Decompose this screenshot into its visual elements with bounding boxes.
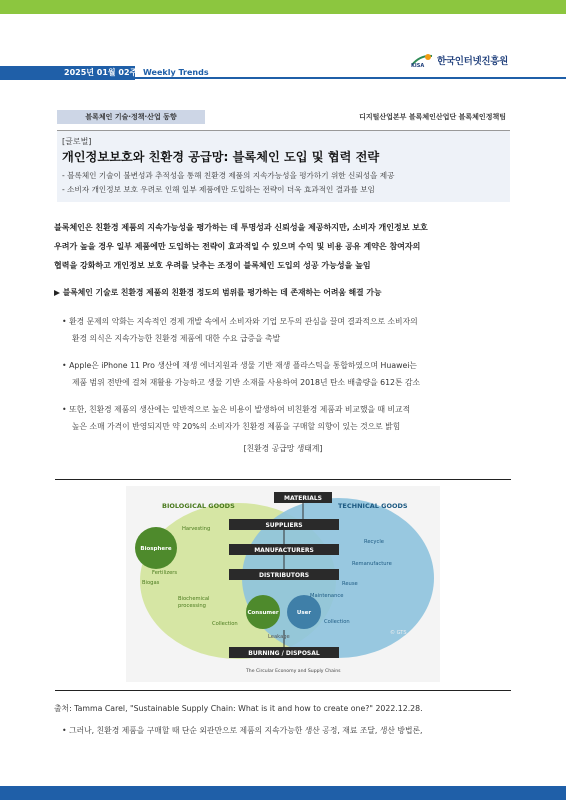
article-title: 개인정보보호와 친환경 공급망: 블록체인 도입 및 협력 전략 — [62, 150, 380, 164]
reuse-label: Reuse — [342, 581, 358, 587]
lead-line: 협력을 강화하고 개인정보 보호 우려를 낮추는 조정이 블록체인 도입의 성공 가능성을 높임 — [54, 261, 371, 270]
department-label: 디지털산업본부 블록체인산업단 블록체인정책팀 — [359, 113, 506, 121]
bullet-line: 환경 의식은 지속가능한 친환경 제품에 대한 수요 급증을 촉발 — [72, 334, 281, 343]
figure-caption: [친환경 공급망 생태계] — [243, 444, 323, 453]
materials-label: MATERIALS — [284, 495, 322, 502]
distributors-label: DISTRIBUTORS — [258, 572, 310, 579]
manufacturers-label: MANUFACTURERS — [254, 547, 314, 554]
suppliers-label: SUPPLIERS — [265, 522, 303, 529]
bullet-line: • 그러나, 친환경 제품을 구매할 때 단순 외관만으로 제품의 지속가능한 생산 공정, 재료 조달, 생산 방법론, — [62, 726, 423, 735]
kisa-logo — [410, 50, 508, 70]
maintenance-label: Maintenance — [310, 593, 344, 599]
topic-tag: 블록체인 기술·정책·산업 동향 — [57, 110, 205, 124]
bullet-line: 높은 소매 가격이 반영되지만 약 20%의 소비자가 친환경 제품을 구매할 의향이 있는 것으로 밝힘 — [72, 422, 401, 431]
technical-goods-label: TECHNICAL GOODS — [338, 502, 408, 510]
bullet-item — [62, 357, 512, 391]
collection-right-label: Collection — [324, 619, 350, 625]
collection-left-label: Collection — [212, 621, 238, 627]
biosphere-label: Biosphere — [140, 546, 172, 552]
category-label: [글로벌] — [62, 137, 92, 146]
bullet-line: • 환경 문제의 악화는 지속적인 경제 개발 속에서 소비자와 기업 모두의 관심을 끌며 결과적으로 소비자의 — [62, 317, 418, 326]
logo-mark-text: KISA — [411, 63, 425, 68]
figure-rule-bottom — [55, 690, 511, 691]
bullet-item — [62, 401, 512, 435]
kisa-logo-icon — [410, 52, 434, 68]
biological-goods-label: BIOLOGICAL GOODS — [162, 502, 235, 510]
bullet-item — [62, 313, 512, 347]
top-color-bar — [0, 0, 566, 14]
series-title: Weekly Trends — [143, 68, 209, 77]
figure-footer: The Circular Economy and Supply Chains — [246, 669, 341, 674]
user-label: User — [296, 610, 312, 616]
remanufacture-label: Remanufacture — [352, 561, 392, 567]
copyright-label: © GTS — [390, 630, 407, 636]
supply-chain-diagram — [126, 486, 440, 682]
bullet-line: • 또한, 친환경 제품의 생산에는 일반적으로 높은 비용이 발생하여 비친환경 제품과 비교했을 때 비교적 — [62, 405, 411, 414]
supply-chain-figure — [126, 486, 440, 682]
leakage-label: Leakage — [268, 634, 290, 640]
summary-box — [57, 110, 510, 202]
bullet-line: • Apple은 iPhone 11 Pro 생산에 재생 에너지원과 생물 기반 재생 플라스틱을 통합하였으며 Huawei는 — [62, 361, 417, 370]
figure-rule-top — [55, 479, 511, 480]
biochemical-label: Biochemical — [178, 596, 210, 602]
lead-line: 우려가 높을 경우 일부 제품에만 도입하는 전략이 효과적일 수 있으며 수익 및 비용 공유 계약은 참여자의 — [54, 242, 421, 251]
burning-label: BURNING / DISPOSAL — [248, 650, 320, 657]
processing-label: processing — [178, 603, 206, 609]
harvesting-label: Harvesting — [182, 526, 211, 532]
lead-paragraph — [54, 218, 514, 275]
bottom-color-bar — [0, 786, 566, 800]
section-heading: ▶ 블록체인 기술로 친환경 제품의 친환경 정도의 범위를 평가하는 데 존재하는 어려움 해결 가능 — [54, 288, 382, 297]
fertilizers-label: Fertilizers — [152, 570, 178, 576]
consumer-label: Consumer — [247, 610, 279, 616]
recycle-label: Recycle — [364, 539, 384, 545]
summary-bullet: - 블록체인 기술이 불변성과 추적성을 통해 친환경 제품의 지속가능성을 평가하기 위한 신뢰성을 제공 — [62, 171, 395, 180]
issue-date: 2025년 01월 02주 — [64, 68, 138, 77]
bullet-line: 제품 범위 전반에 걸쳐 재활용 가능하고 생물 기반 소재를 사용하여 2018년 탄소 배출량을 612톤 감소 — [72, 378, 421, 387]
biogas-label: Biogas — [142, 580, 160, 586]
summary-bullet: - 소비자 개인정보 보호 우려로 인해 일부 제품에만 도입하는 전략이 더욱 효과적인 결과를 보임 — [62, 185, 375, 194]
lead-line: 블록체인은 친환경 제품의 지속가능성을 평가하는 데 투명성과 신뢰성을 제공하지만, 소비자 개인정보 보호 — [54, 223, 428, 232]
logo-text: 한국인터넷진흥원 — [437, 56, 509, 67]
figure-source: 출처: Tamma Carel, "Sustainable Supply Chain: What is it and how to create one?" 2022.12.28. — [54, 704, 423, 713]
